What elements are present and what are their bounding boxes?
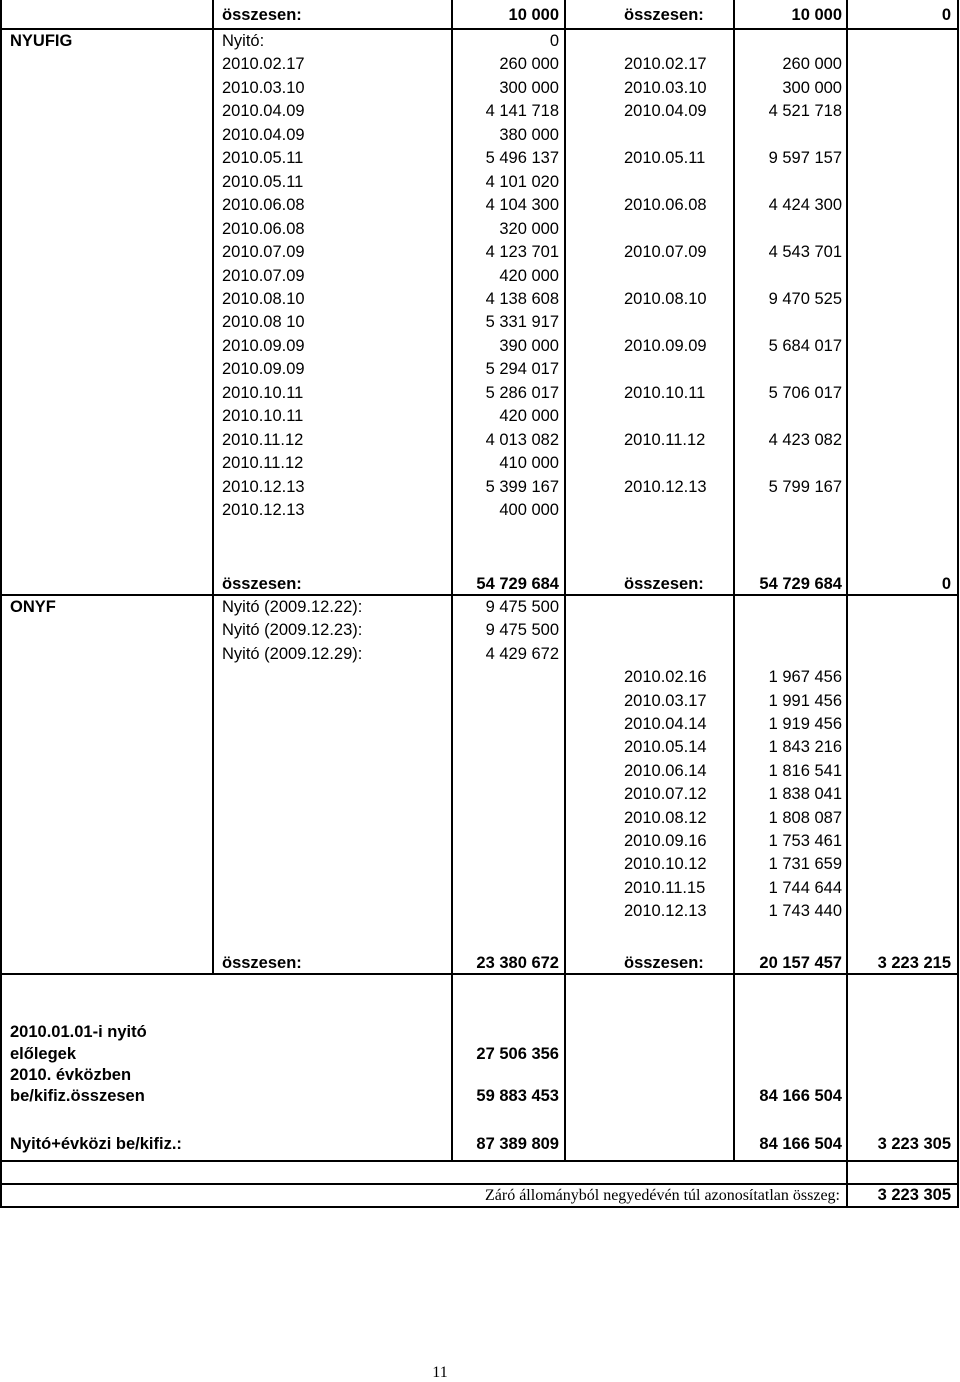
total-label: összesen: bbox=[624, 954, 704, 972]
date-cell: 2010.08.12 bbox=[624, 808, 707, 827]
date-cell: Nyitó (2009.12.22): bbox=[222, 598, 363, 616]
date-cell: 2010.06.08 bbox=[624, 196, 707, 215]
amount-cell: 4 424 300 bbox=[768, 196, 842, 215]
amount-cell: 9 470 525 bbox=[768, 289, 842, 308]
amount-cell: 390 000 bbox=[499, 336, 559, 355]
total-label: összesen: bbox=[222, 575, 302, 593]
date-cell: 2010.11.12 bbox=[624, 430, 706, 449]
amount-cell: 5 286 017 bbox=[485, 383, 559, 402]
date-cell: 2010.03.17 bbox=[624, 691, 707, 710]
yearly-amount: 84 166 504 bbox=[759, 1087, 842, 1105]
table-row bbox=[0, 124, 960, 147]
table-row bbox=[0, 713, 960, 736]
amount-cell: 380 000 bbox=[499, 125, 559, 144]
table-row bbox=[0, 666, 960, 689]
total-amount: 20 157 457 bbox=[759, 954, 842, 972]
amount-cell: 4 423 082 bbox=[768, 430, 842, 449]
table-row bbox=[0, 452, 960, 475]
table-row bbox=[0, 853, 960, 876]
amount-cell: 260 000 bbox=[782, 55, 842, 74]
date-cell: 2010.09.09 bbox=[222, 336, 305, 355]
amount-cell: 1 744 644 bbox=[768, 878, 842, 897]
table-row bbox=[0, 736, 960, 759]
total-label: összesen: bbox=[624, 575, 704, 593]
section-label: NYUFIG bbox=[10, 32, 73, 50]
yearly-row-2 bbox=[0, 1085, 960, 1108]
onyf-total-row bbox=[0, 573, 960, 596]
amount-cell: 0 bbox=[549, 32, 559, 50]
date-cell: 2010.08.10 bbox=[624, 289, 707, 308]
amount-cell: 9 475 500 bbox=[485, 621, 559, 640]
table-row bbox=[0, 77, 960, 100]
date-cell: 2010.02.17 bbox=[624, 55, 707, 74]
amount-cell: 4 013 082 bbox=[485, 430, 559, 449]
date-cell: 2010.04.09 bbox=[222, 125, 305, 144]
amount-cell: 4 123 701 bbox=[485, 243, 559, 262]
amount-cell: 1 753 461 bbox=[768, 832, 842, 850]
total-amount: 10 000 bbox=[508, 6, 559, 24]
difference-amount: 0 bbox=[941, 575, 951, 593]
opening-row-2 bbox=[0, 1043, 960, 1066]
table-row bbox=[0, 619, 960, 642]
amount-cell: 5 706 017 bbox=[768, 383, 842, 402]
total-label: összesen: bbox=[222, 6, 302, 24]
date-cell: 2010.05.11 bbox=[624, 149, 706, 168]
grand-total-label: Nyitó+évközi be/kifiz.: bbox=[10, 1135, 182, 1153]
date-cell: 2010.02.16 bbox=[624, 668, 707, 687]
grand-total-difference: 3 223 305 bbox=[877, 1135, 951, 1153]
date-cell: 2010.04.09 bbox=[222, 102, 305, 121]
table-row bbox=[0, 194, 960, 217]
amount-cell: 9 475 500 bbox=[485, 598, 559, 616]
opening-amount: 27 506 356 bbox=[476, 1045, 559, 1063]
amount-cell: 5 331 917 bbox=[485, 313, 559, 332]
yearly-amount: 59 883 453 bbox=[476, 1087, 559, 1105]
date-cell: 2010.10.11 bbox=[222, 407, 304, 426]
table-row bbox=[0, 382, 960, 405]
date-cell: 2010.12.13 bbox=[624, 902, 707, 921]
date-cell: 2010.11.12 bbox=[222, 430, 304, 449]
table-row bbox=[0, 783, 960, 806]
closing-row bbox=[0, 1184, 960, 1207]
amount-cell: 300 000 bbox=[499, 78, 559, 97]
yearly-row-1 bbox=[0, 1064, 960, 1087]
total-amount: 23 380 672 bbox=[476, 954, 559, 972]
date-cell: 2010.07.09 bbox=[222, 266, 305, 285]
table-row bbox=[0, 147, 960, 170]
table-row bbox=[0, 241, 960, 264]
date-cell: Nyitó: bbox=[222, 32, 265, 50]
date-cell: 2010.05.11 bbox=[222, 149, 304, 168]
table-row bbox=[0, 877, 960, 900]
table-row bbox=[0, 596, 960, 619]
date-cell: Nyitó (2009.12.29): bbox=[222, 644, 363, 663]
page-number: 11 bbox=[432, 1364, 448, 1381]
table-row bbox=[0, 405, 960, 428]
opening-label: 2010.01.01-i nyitó bbox=[10, 1023, 147, 1041]
amount-cell: 300 000 bbox=[782, 78, 842, 97]
amount-cell: 1 731 659 bbox=[768, 855, 842, 874]
table-row bbox=[0, 499, 960, 522]
yearly-label: be/kifiz.összesen bbox=[10, 1087, 145, 1105]
date-cell: 2010.09.09 bbox=[624, 336, 707, 355]
table-row bbox=[0, 171, 960, 194]
table-row bbox=[0, 900, 960, 923]
amount-cell: 5 684 017 bbox=[768, 336, 842, 355]
date-cell: 2010.03.10 bbox=[222, 78, 305, 97]
grand-total-amount: 87 389 809 bbox=[476, 1135, 559, 1153]
table-row bbox=[0, 53, 960, 76]
opening-label: előlegek bbox=[10, 1045, 77, 1063]
table-row bbox=[0, 288, 960, 311]
table-row bbox=[0, 476, 960, 499]
date-cell: 2010.10.11 bbox=[222, 383, 304, 402]
amount-cell: 4 138 608 bbox=[485, 289, 559, 308]
date-cell: 2010.03.10 bbox=[624, 78, 707, 97]
table-row bbox=[0, 335, 960, 358]
date-cell: 2010.04.09 bbox=[624, 102, 707, 121]
date-cell: 2010.06.08 bbox=[222, 196, 305, 215]
date-cell: 2010.11.15 bbox=[624, 878, 706, 897]
date-cell: 2010.12.13 bbox=[222, 501, 305, 519]
table-row bbox=[0, 358, 960, 381]
section-label: ONYF bbox=[10, 598, 56, 616]
amount-cell: 5 294 017 bbox=[485, 360, 559, 379]
date-cell: 2010.10.11 bbox=[624, 383, 706, 402]
amount-cell: 4 521 718 bbox=[768, 102, 842, 121]
total-amount: 10 000 bbox=[791, 6, 842, 24]
amount-cell: 1 808 087 bbox=[768, 808, 842, 827]
total-amount: 54 729 684 bbox=[476, 575, 559, 593]
table-row bbox=[0, 807, 960, 830]
date-cell: 2010.02.17 bbox=[222, 55, 305, 74]
date-cell: 2010.06.08 bbox=[222, 219, 305, 238]
date-cell: 2010.09.09 bbox=[222, 360, 305, 379]
date-cell: 2010.04.14 bbox=[624, 715, 707, 733]
date-cell: 2010.12.13 bbox=[222, 477, 305, 496]
date-cell: 2010.12.13 bbox=[624, 477, 707, 496]
amount-cell: 1 967 456 bbox=[768, 668, 842, 687]
table-row bbox=[0, 218, 960, 241]
amount-cell: 4 104 300 bbox=[485, 196, 559, 215]
table-row bbox=[0, 429, 960, 452]
table-row bbox=[0, 690, 960, 713]
yearly-label: 2010. évközben bbox=[10, 1066, 132, 1084]
table-row bbox=[0, 830, 960, 853]
amount-cell: 420 000 bbox=[499, 266, 559, 285]
table-row bbox=[0, 311, 960, 334]
difference-amount: 3 223 215 bbox=[877, 954, 951, 972]
closing-label: Záró állományból negyedévén túl azonosítatlan összeg: bbox=[485, 1187, 840, 1204]
amount-cell: 1 816 541 bbox=[768, 761, 842, 780]
grid-hline bbox=[0, 1160, 959, 1162]
amount-cell: 5 399 167 bbox=[485, 477, 559, 496]
table-row bbox=[0, 100, 960, 123]
date-cell: 2010.06.14 bbox=[624, 761, 707, 780]
nyufig-total-row bbox=[0, 4, 960, 27]
date-cell: 2010.11.12 bbox=[222, 454, 304, 473]
grand-total-row bbox=[0, 1133, 960, 1156]
table-row bbox=[0, 643, 960, 666]
total-label: összesen: bbox=[222, 954, 302, 972]
table-row bbox=[0, 265, 960, 288]
total-label: összesen: bbox=[624, 6, 704, 24]
difference-amount: 0 bbox=[941, 6, 951, 24]
date-cell: 2010.05.14 bbox=[624, 738, 707, 757]
date-cell: 2010.07.12 bbox=[624, 785, 707, 804]
total-amount: 54 729 684 bbox=[759, 575, 842, 593]
table-row bbox=[0, 760, 960, 783]
amount-cell: 320 000 bbox=[499, 219, 559, 238]
date-cell: 2010.05.11 bbox=[222, 172, 304, 191]
amount-cell: 4 141 718 bbox=[485, 102, 559, 121]
onyf-footer-total-row bbox=[0, 952, 960, 975]
grand-total-amount: 84 166 504 bbox=[759, 1135, 842, 1153]
date-cell: Nyitó (2009.12.23): bbox=[222, 621, 363, 640]
amount-cell: 5 496 137 bbox=[485, 149, 559, 168]
amount-cell: 420 000 bbox=[499, 407, 559, 426]
date-cell: 2010.08.10 bbox=[222, 289, 305, 308]
amount-cell: 4 101 020 bbox=[485, 172, 559, 191]
opening-row-1 bbox=[0, 1021, 960, 1044]
amount-cell: 400 000 bbox=[499, 501, 559, 519]
date-cell: 2010.10.12 bbox=[624, 855, 707, 874]
amount-cell: 1 919 456 bbox=[768, 715, 842, 733]
date-cell: 2010.09.16 bbox=[624, 832, 707, 850]
amount-cell: 1 843 216 bbox=[768, 738, 842, 757]
date-cell: 2010.07.09 bbox=[624, 243, 707, 262]
closing-amount: 3 223 305 bbox=[877, 1186, 951, 1204]
amount-cell: 1 743 440 bbox=[768, 902, 842, 921]
amount-cell: 4 543 701 bbox=[768, 243, 842, 262]
date-cell: 2010.08 10 bbox=[222, 313, 305, 332]
amount-cell: 410 000 bbox=[499, 454, 559, 473]
amount-cell: 1 838 041 bbox=[768, 785, 842, 804]
amount-cell: 9 597 157 bbox=[768, 149, 842, 168]
amount-cell: 4 429 672 bbox=[485, 644, 559, 663]
table-row bbox=[0, 30, 960, 53]
date-cell: 2010.07.09 bbox=[222, 243, 305, 262]
amount-cell: 260 000 bbox=[499, 55, 559, 74]
amount-cell: 5 799 167 bbox=[768, 477, 842, 496]
amount-cell: 1 991 456 bbox=[768, 691, 842, 710]
